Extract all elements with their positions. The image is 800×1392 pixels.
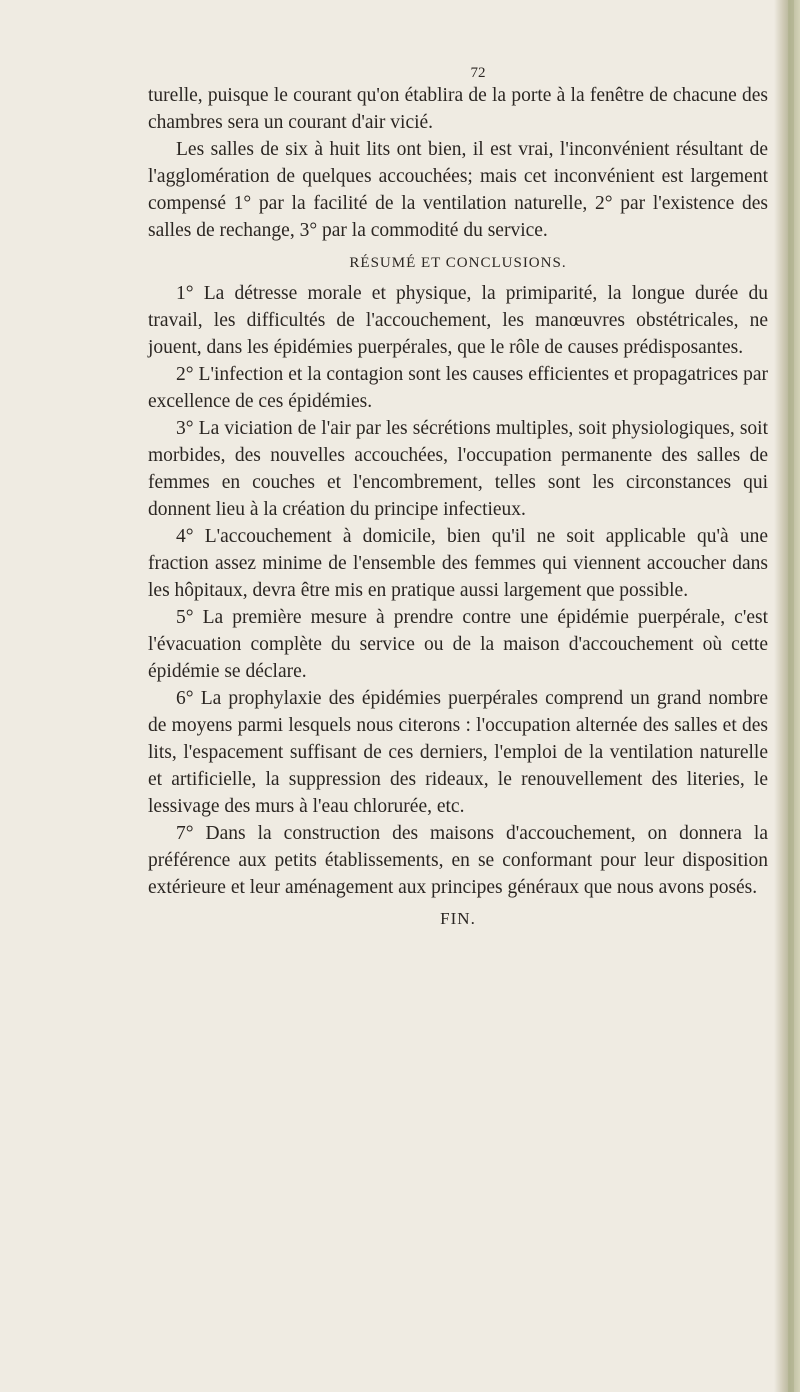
page-edge-shadow [774, 0, 800, 1392]
end-mark: FIN. [440, 909, 476, 928]
conclusion-5: 5° La première mesure à prendre contre une épidémie puerpérale, c'est l'évacuation complète du service ou de la maison d'accouchement où cette épidémie se déclare. [148, 607, 768, 682]
conclusion-3: 3° La viciation de l'air par les sécrétions multiples, soit physiologiques, soit morbides, des nouvelles accouchées, l'occupation permanente des salles de femmes en couches et l'encombrement, telles sont les circonstances qui donnent lieu à la création du principe infectieux. [148, 418, 768, 520]
section-title: RÉSUMÉ ET CONCLUSIONS. [349, 255, 567, 271]
page-content [148, 64, 768, 932]
paragraph-room-sizes: Les salles de six à huit lits ont bien, il est vrai, l'inconvénient résultant de l'agglomération de quelques accouchées; mais cet inconvénient est largement compensé 1° par la facilité de la ventilation naturelle, 2° par l'existence des salles de rechange, 3° par la commodité du service. [148, 139, 768, 241]
page-number: 72 [470, 65, 486, 81]
conclusion-6: 6° La prophylaxie des épidémies puerpérales comprend un grand nombre de moyens parmi lesquels nous citerons : l'occupation alternée des salles et des lits, l'espacement suffisant de ces derniers, l'emploi de la ventilation naturelle et artificielle, la suppression des rideaux, le renouvellement des literies, le lessivage des murs à l'eau chlorurée, etc. [148, 688, 768, 817]
opening-paragraph: turelle, puisque le courant qu'on établira de la porte à la fenêtre de chacune des chambres sera un courant d'air vicié. [148, 85, 768, 133]
conclusion-7: 7° Dans la construction des maisons d'accouchement, on donnera la préférence aux petits établissements, en se conformant pour leur disposition extérieure et leur aménagement aux principes généraux que nous avons posés. [148, 823, 768, 898]
page-edge-tint [788, 0, 794, 1392]
conclusion-2: 2° L'infection et la contagion sont les causes efficientes et propagatrices par excellence de ces épidémies. [148, 364, 768, 412]
conclusion-4: 4° L'accouchement à domicile, bien qu'il ne soit applicable qu'à une fraction assez minime de l'ensemble des femmes qui viennent accoucher dans les hôpitaux, devra être mis en pratique aussi largement que possible. [148, 526, 768, 601]
conclusion-1: 1° La détresse morale et physique, la primiparité, la longue durée du travail, les difficultés de l'accouchement, les manœuvres obstétricales, ne jouent, dans les épidémies puerpérales, que le rôle de causes prédisposantes. [148, 283, 768, 358]
